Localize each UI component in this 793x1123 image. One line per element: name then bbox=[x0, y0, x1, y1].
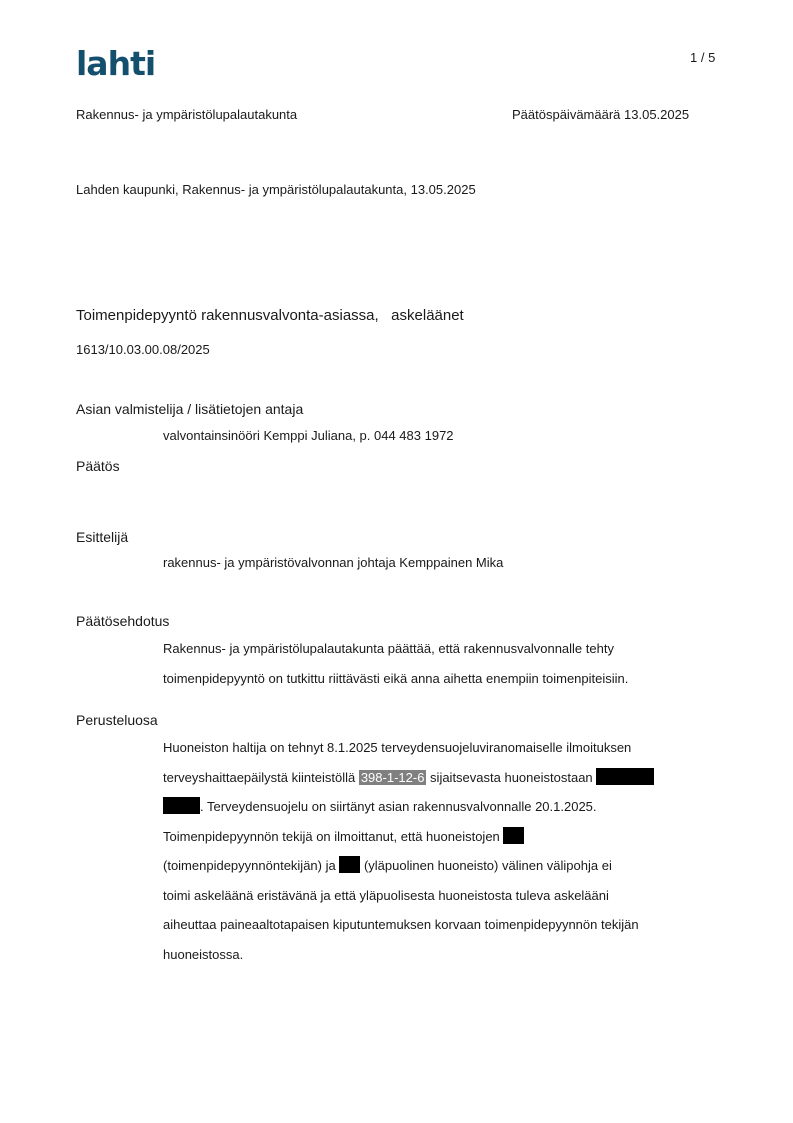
proposal-line: Rakennus- ja ympäristölupalautakunta päättää, että rakennusvalvonnalle tehty bbox=[163, 641, 614, 656]
proposal-paragraph bbox=[163, 634, 723, 693]
document-title: Toimenpidepyyntö rakennusvalvonta-asiassa, askeläänet bbox=[76, 307, 464, 324]
reasoning-line: toimi askeläänä eristävänä ja että yläpuolisesta huoneistosta tuleva askelääni bbox=[163, 887, 609, 903]
header-decision-date: Päätöspäivämäärä 13.05.2025 bbox=[512, 107, 690, 122]
reasoning-line: Huoneiston haltija on tehnyt 8.1.2025 terveydensuojeluviranomaiselle ilmoituksen bbox=[163, 740, 632, 755]
presenter-heading: Esittelijä bbox=[76, 529, 129, 545]
decision-heading: Päätös bbox=[76, 458, 120, 474]
lahti-logo: lahti bbox=[76, 44, 156, 83]
page-number: 1 / 5 bbox=[690, 50, 716, 65]
meeting-line: Lahden kaupunki, Rakennus- ja ympäristölupalautakunta, 13.05.2025 bbox=[76, 182, 476, 197]
redaction-block bbox=[163, 797, 200, 814]
reasoning-line: (toimenpidepyynnöntekijän) ja (yläpuolinen huoneisto) välinen välipohja ei bbox=[163, 858, 612, 873]
preparer-value: valvontainsinööri Kemppi Juliana, p. 044 483 1972 bbox=[163, 428, 454, 443]
redaction-block bbox=[339, 856, 360, 873]
proposal-line: toimenpidepyyntö on tutkittu riittävästi eikä anna aihetta enempiin toimenpiteisiin. bbox=[163, 670, 629, 686]
reasoning-line: Toimenpidepyynnön tekijä on ilmoittanut, että huoneistojen bbox=[163, 822, 723, 852]
redaction-block bbox=[503, 827, 524, 844]
reasoning-heading: Perusteluosa bbox=[76, 712, 158, 728]
reasoning-line: aiheuttaa paineaaltotapaisen kiputuntemuksen korvaan toimenpidepyynnön tekijän bbox=[163, 917, 639, 932]
reasoning-line: terveyshaittaepäilystä kiinteistöllä 398-1-12-6 sijaitsevasta huoneistostaan bbox=[163, 763, 723, 793]
diary-number: 1613/10.03.00.08/2025 bbox=[76, 342, 210, 357]
reasoning-line: . Terveydensuojelu on siirtänyt asian rakennusvalvonnalle 20.1.2025. bbox=[163, 792, 723, 822]
reasoning-paragraph bbox=[163, 733, 723, 969]
property-id-highlight: 398-1-12-6 bbox=[360, 769, 425, 785]
header-organization: Rakennus- ja ympäristölupalautakunta bbox=[76, 107, 298, 122]
redaction-block bbox=[596, 768, 654, 785]
presenter-value: rakennus- ja ympäristövalvonnan johtaja Kemppainen Mika bbox=[163, 555, 504, 570]
preparer-heading: Asian valmistelija / lisätietojen antaja bbox=[76, 401, 304, 417]
proposal-heading: Päätösehdotus bbox=[76, 613, 170, 629]
reasoning-line: huoneistossa. bbox=[163, 946, 244, 962]
